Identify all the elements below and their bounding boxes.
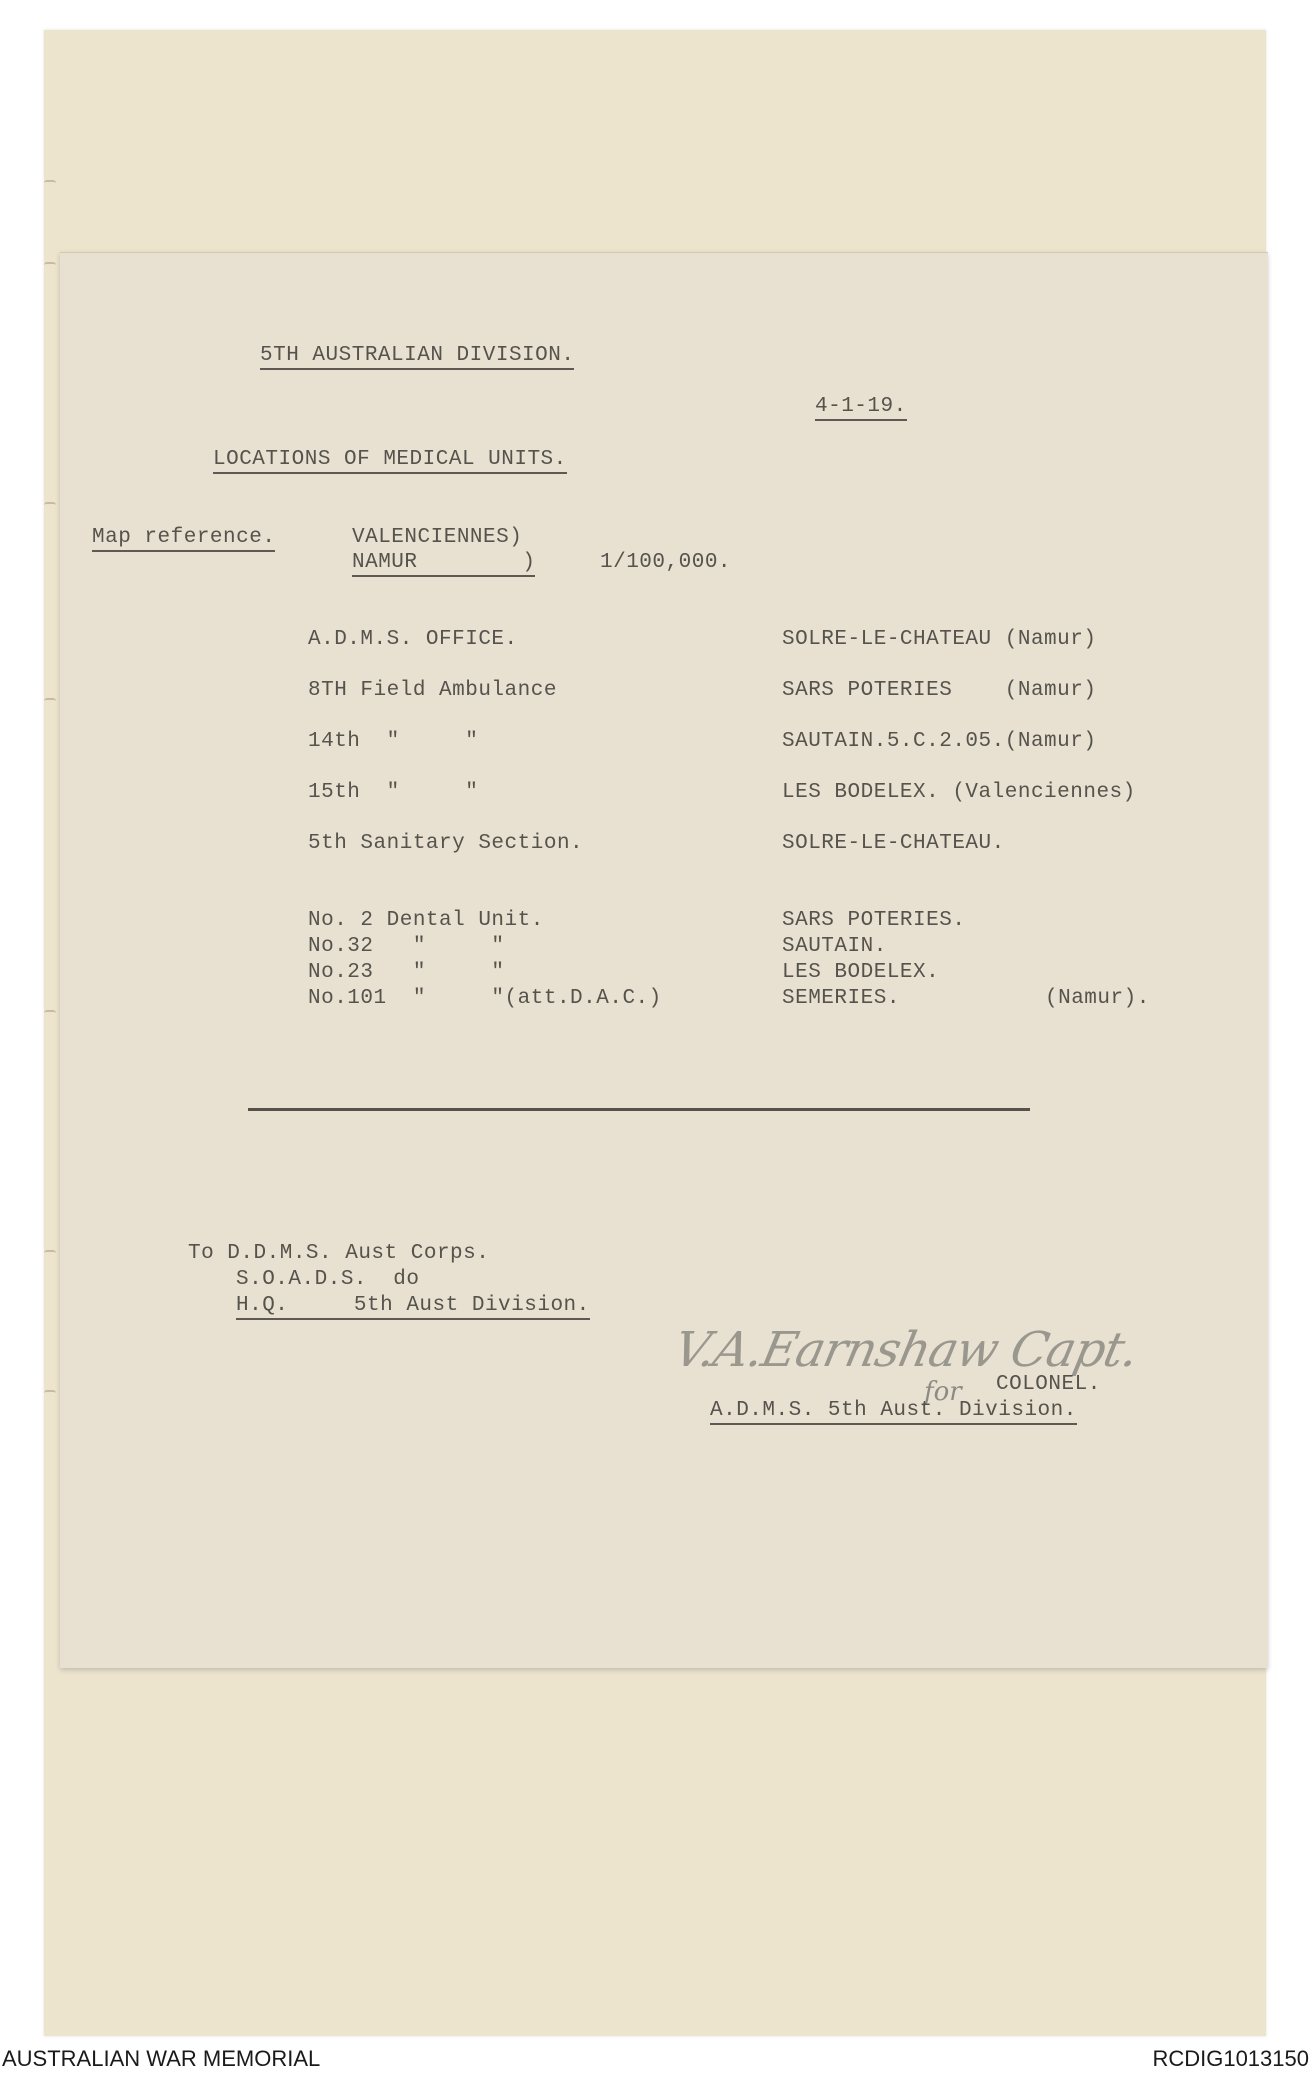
signature-rank: COLONEL. <box>996 1373 1101 1396</box>
stitch-hole <box>44 180 56 186</box>
unit-name: 14th " " <box>308 730 479 753</box>
stitch-hole <box>44 698 56 704</box>
dental-unit-location: LES BODELEX. <box>782 961 940 984</box>
unit-location: SARS POTERIES (Namur) <box>782 679 1097 702</box>
signature-title: A.D.M.S. 5th Aust. Division. <box>710 1400 1077 1425</box>
stitch-hole <box>44 1010 56 1016</box>
dental-unit-name: No.23 " " <box>308 961 505 984</box>
map-scale: 1/100,000. <box>600 551 732 574</box>
section-divider <box>248 1108 1030 1111</box>
dental-unit-name: No.101 " "(att.D.A.C.) <box>308 987 662 1010</box>
map-sheet-2: NAMUR ) <box>352 552 535 577</box>
dental-unit-name: No. 2 Dental Unit. <box>308 909 544 932</box>
unit-name: 5th Sanitary Section. <box>308 832 584 855</box>
unit-location: SOLRE-LE-CHATEAU (Namur) <box>782 628 1097 651</box>
distribution-line: To D.D.M.S. Aust Corps. <box>188 1242 490 1265</box>
stitch-hole <box>44 1390 56 1396</box>
unit-name: 8TH Field Ambulance <box>308 679 557 702</box>
archive-credit: AUSTRALIAN WAR MEMORIAL <box>2 2046 321 2071</box>
unit-location: SOLRE-LE-CHATEAU. <box>782 832 1005 855</box>
map-sheet-1: VALENCIENNES) <box>352 526 523 549</box>
dental-unit-name: No.32 " " <box>308 935 505 958</box>
dental-unit-region: (Namur). <box>1045 987 1150 1010</box>
unit-name: A.D.M.S. OFFICE. <box>308 628 518 651</box>
distribution-line: S.O.A.D.S. do <box>236 1268 420 1291</box>
handwritten-signature: V.A.Earnshaw Capt. <box>669 1322 1144 1378</box>
stitch-hole <box>44 502 56 508</box>
dental-unit-location: SAUTAIN. <box>782 935 887 958</box>
stitch-hole <box>44 1250 56 1256</box>
subject-heading: LOCATIONS OF MEDICAL UNITS. <box>213 449 567 474</box>
dental-unit-location: SARS POTERIES. <box>782 909 966 932</box>
unit-location: LES BODELEX. (Valenciennes) <box>782 781 1136 804</box>
archive-reference: RCDIG1013150 <box>1152 2046 1309 2071</box>
distribution-line: H.Q. 5th Aust Division. <box>236 1295 590 1320</box>
unit-name: 15th " " <box>308 781 479 804</box>
unit-location: SAUTAIN.5.C.2.05.(Namur) <box>782 730 1097 753</box>
document-date: 4-1-19. <box>815 396 907 421</box>
signature-for: for <box>924 1377 962 1407</box>
map-reference-label: Map reference. <box>92 527 275 552</box>
division-heading: 5TH AUSTRALIAN DIVISION. <box>260 345 574 370</box>
dental-unit-location: SEMERIES. <box>782 987 900 1010</box>
stitch-hole <box>44 262 56 268</box>
